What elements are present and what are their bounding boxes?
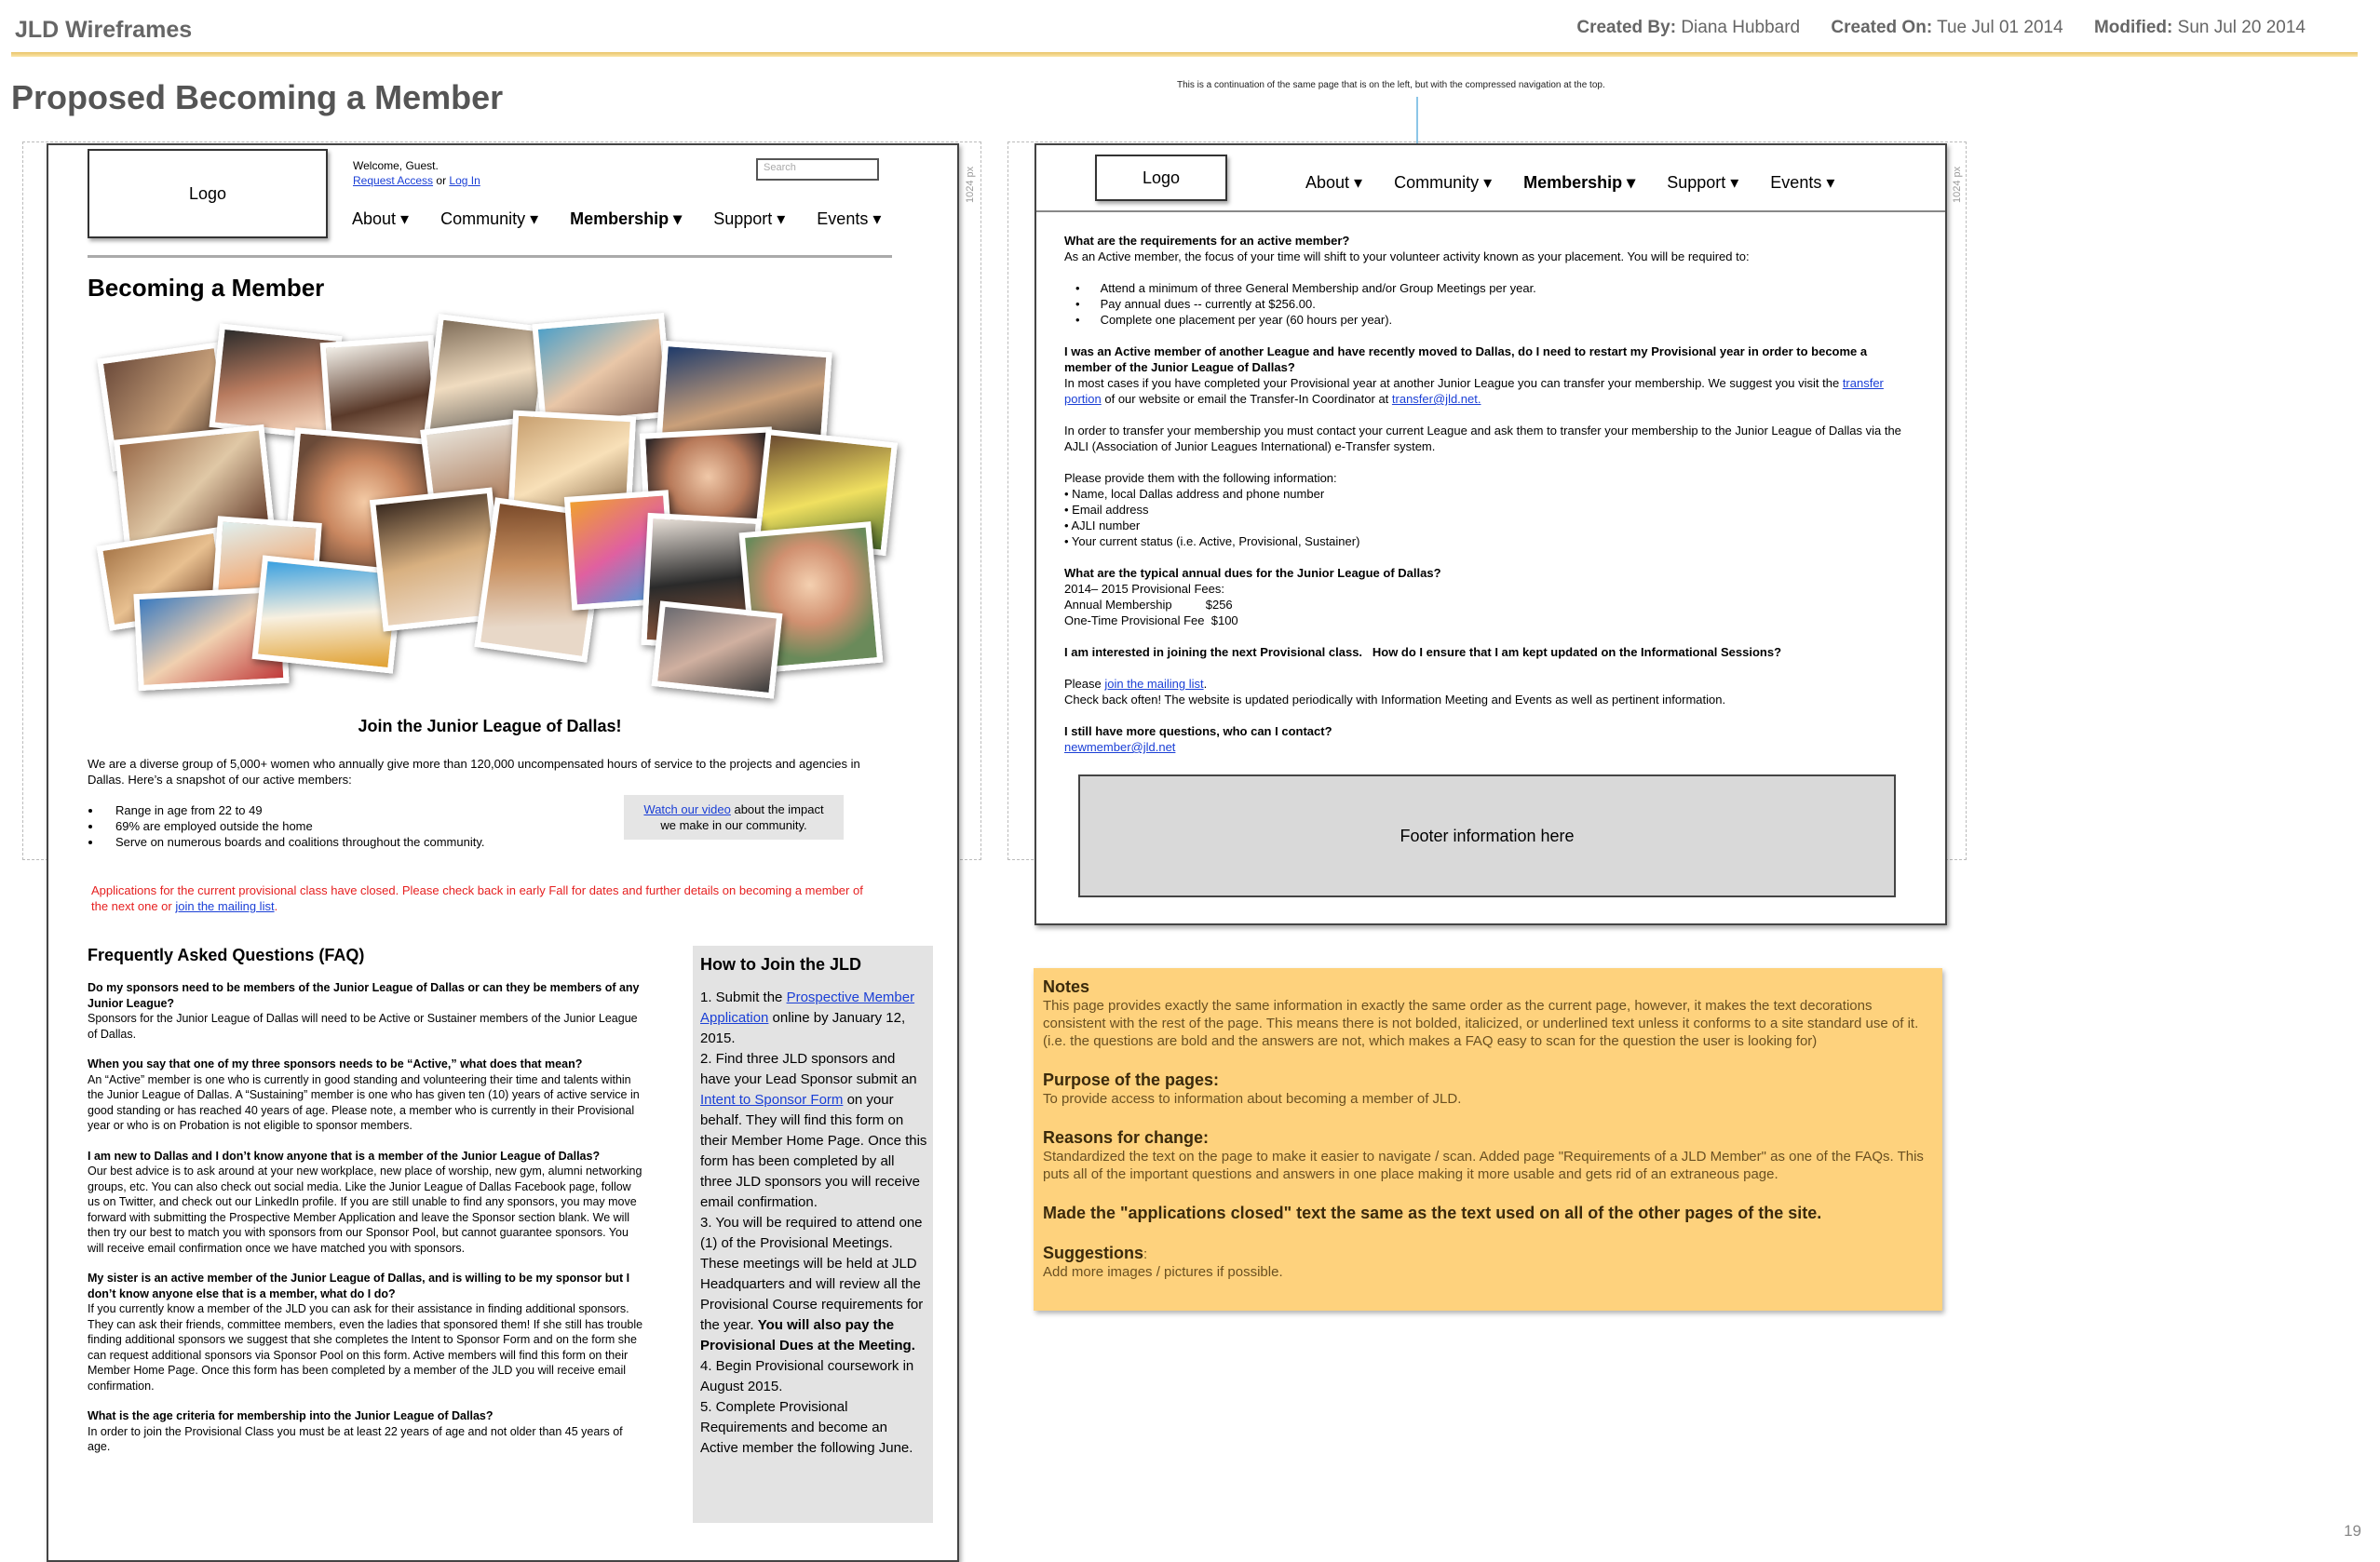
join-heading: Join the Junior League of Dallas! (358, 717, 622, 735)
main-nav (352, 209, 913, 229)
modified-date: Sun Jul 20 2014 (2177, 18, 2306, 37)
nav-support[interactable]: Support ▾ (713, 209, 786, 228)
notes-text: This page provides exactly the same information in exactly the same order as the current page, however, it makes the text decorations consistent with the rest of the page. This means there is not bolded, italicized, or underlined text unless it conforms to a site standard use of it. (i.e. the questions are bold and the answers are not, which makes a FAQ easy to scan for the question the user is looking for) (1043, 998, 1919, 1049)
logo-label: Logo (188, 183, 227, 203)
faq-question: When you say that one of my three sponsors needs to be “Active,” what does that mean? (88, 1057, 583, 1071)
faq-item (1064, 343, 1902, 407)
header-divider (11, 52, 2358, 57)
logo[interactable] (88, 149, 328, 238)
nav-events[interactable]: Events ▾ (1770, 173, 1835, 192)
faq-answer: Sponsors for the Junior League of Dallas will need to be Active or Sustainer members of the Junior League of Dallas. (88, 1012, 638, 1041)
video-callout (624, 795, 844, 840)
member-facts-list (69, 802, 680, 850)
faq-item (88, 1271, 646, 1394)
faq-item (1064, 565, 1902, 628)
faq-answer: In order to join the Provisional Class you must be at least 22 years of age and not older than 45 years of age. (88, 1424, 623, 1453)
px-label-left: 1024 px (965, 166, 976, 203)
step-text: 3. You will be required to attend one (1) of the Provisional Meetings. These meetings will be held at JLD Headquarters and will review all the Provisional Course requirements for the year. (700, 1215, 924, 1333)
intent-to-sponsor-form-link[interactable]: Intent to Sponsor Form (700, 1092, 844, 1108)
step-5: 5. Complete Provisional Requirements and become an Active member the following June. (700, 1399, 913, 1456)
video-text: about the impact (730, 802, 824, 816)
watch-video-link[interactable]: Watch our video (643, 802, 731, 816)
list-item: • Attend a minimum of three General Membership and/or Group Meetings per year. (1075, 280, 1902, 296)
faq-question: I am interested in joining the next Provisional class. How do I ensure that I am kept updated on the Informational Sessions? (1064, 645, 1782, 659)
suggestions-heading: Suggestions (1043, 1244, 1144, 1262)
member-photo-collage (93, 311, 903, 683)
created-on-label: Created On: (1831, 18, 1933, 37)
requirements-list (1064, 280, 1902, 328)
created-by-label: Created By: (1576, 18, 1677, 37)
how-to-join-steps (693, 975, 933, 1459)
nav-community[interactable]: Community ▾ (1394, 173, 1493, 192)
transfer-info-list (1064, 486, 1902, 549)
px-label-right: 1024 px (1952, 166, 1963, 203)
join-mailing-list-link[interactable]: join the mailing list (1104, 677, 1204, 691)
list-item: • Email address (1064, 503, 1149, 517)
fees-line: 2014– 2015 Provisional Fees: (1064, 582, 1225, 596)
faq-heading: Frequently Asked Questions (FAQ) (88, 946, 365, 964)
collage-photo (652, 600, 783, 698)
request-access-link[interactable]: Request Access (353, 174, 434, 187)
requirements-faq (1064, 233, 1902, 771)
nav-about[interactable]: About ▾ (1305, 173, 1363, 192)
faq-question: Do my sponsors need to be members of the Junior League of Dallas or can they be members of any Junior League? (88, 981, 640, 1010)
applications-closed-notice: Applications for the current provisional class have closed. Please check back in early Fall for dates and further details on becoming a member of the next one or join the mailing list. (91, 883, 863, 913)
nav-community[interactable]: Community ▾ (440, 209, 539, 228)
step-4: 4. Begin Provisional coursework in August 2015. (700, 1358, 914, 1394)
faq-item (88, 1149, 646, 1257)
faq-answer: In order to transfer your membership you must contact your current League and ask them to transfer your membership to the Junior League of Dallas via the AJLI (Association of Junior Leagues International) e-Transfer system. (1064, 424, 1901, 453)
step-text: on your behalf. They will find this form on their Member Home Page. Once this form has been completed by all three JLD sponsors you will receive email confirmation. (700, 1092, 927, 1210)
suggestions-text: Add more images / pictures if possible. (1043, 1264, 1283, 1280)
faq-item (1064, 676, 1902, 707)
prospective-member-application-link[interactable]: Prospective Member Application (700, 990, 915, 1026)
how-to-join-panel (693, 946, 933, 1523)
faq-answer: Our best advice is to ask around at your new workplace, new place of worship, new gym, alumni networking groups, etc. You can also check out social media. Like the Junior League of Dallas Facebook page, follow us on Twitter, and check out our LinkedIn profile. If you are still unable to find any sponsors, you may move forward with submitting the Prospective Member Application and leave the Sponsor section blank. We will then try our best to match you with sponsors from our Sponsor Pool, but cannot guarantee sponsors. You will receive email confirmation once we have matched you with sponsors. (88, 1165, 642, 1255)
search-input[interactable]: Search (756, 158, 879, 181)
intro-paragraph: We are a diverse group of 5,000+ women who annually give more than 120,000 uncompensated hours of service to the projects and agencies in Dallas. Here’s a snapshot of our active members: (88, 757, 860, 787)
faq-question: My sister is an active member of the Junior League of Dallas, and is willing to be my sponsor but I don’t know anyone else that is a member, what do I do? (88, 1272, 630, 1300)
faq-question: What is the age criteria for membership into the Junior League of Dallas? (88, 1409, 494, 1422)
faq-item (1064, 233, 1902, 264)
faq-answer: Please (1064, 677, 1105, 691)
list-item: • Serve on numerous boards and coalitions throughout the community. (102, 834, 680, 850)
faq-answer: Check back often! The website is updated periodically with Information Meeting and Events as well as pertinent information. (1064, 693, 1726, 707)
nav-about[interactable]: About ▾ (352, 209, 410, 228)
list-item: • 69% are employed outside the home (102, 818, 680, 834)
document-meta (1576, 18, 2306, 38)
or-text: or (436, 174, 447, 187)
fees-line: One-Time Provisional Fee $100 (1064, 613, 1238, 627)
step-text: 2. Find three JLD sponsors and have your Lead Sponsor submit an (700, 1051, 917, 1087)
transfer-portion-link[interactable]: transfer portion (1064, 376, 1884, 406)
faq-answer: Please provide them with the following information: (1064, 471, 1337, 485)
logo-label: Logo (1142, 168, 1181, 187)
faq-item (1064, 644, 1902, 660)
faq-answer: of our website or email the Transfer-In Coordinator at (1101, 392, 1392, 406)
compact-nav (1305, 173, 1866, 193)
welcome-block (353, 158, 480, 188)
nav-divider (88, 255, 892, 258)
notes-heading: Notes (1043, 977, 1090, 996)
list-item: • Name, local Dallas address and phone number (1064, 487, 1325, 501)
list-item: • Pay annual dues -- currently at $256.00. (1075, 296, 1902, 312)
video-text-2: we make in our community. (660, 818, 807, 832)
faq-list (88, 980, 646, 1470)
section-heading: Becoming a Member (88, 274, 325, 302)
join-mailing-list-link[interactable]: join the mailing list (175, 899, 275, 913)
continuation-note: This is a continuation of the same page that is on the left, but with the compressed navigation at the top. (1177, 80, 1605, 90)
logo-compact[interactable] (1095, 155, 1227, 201)
faq-answer: . (1203, 677, 1208, 691)
faq-question: I was an Active member of another League and have recently moved to Dallas, do I need to restart my Provisional year in order to become a member of the Junior League of Dallas? (1064, 344, 1868, 374)
log-in-link[interactable]: Log In (449, 174, 480, 187)
reasons-text: Standardized the text on the page to make it easier to navigate / scan. Added page "Requirements of a JLD Member" as one of the FAQs. This puts all of the important questions and answers in one place making it more usable and gets rid of an extraneous page. (1043, 1149, 1924, 1182)
faq-answer: In most cases if you have completed your Provisional year at another Junior League you can transfer your membership. We suggest you visit the (1064, 376, 1843, 390)
faq-item (88, 1408, 646, 1455)
faq-item (1064, 723, 1902, 755)
modified-label: Modified: (2093, 18, 2173, 37)
nav-membership[interactable]: Membership ▾ (1523, 173, 1636, 192)
faq-question: I still have more questions, who can I contact? (1064, 724, 1332, 738)
nav-membership[interactable]: Membership ▾ (570, 209, 683, 228)
step-text: online by January 12, 2015. (700, 1010, 906, 1046)
purpose-heading: Purpose of the pages: (1043, 1071, 1220, 1089)
step-3 (700, 1213, 927, 1356)
reasons-heading: Reasons for change: (1043, 1128, 1210, 1147)
page-number: 19 (2344, 1522, 2361, 1540)
faq-question: What are the requirements for an active member? (1064, 234, 1350, 248)
step-bold-text: You will also pay the Provisional Dues at the Meeting. (700, 1317, 915, 1353)
list-item: • Your current status (i.e. Active, Provisional, Sustainer) (1064, 534, 1360, 548)
list-item: • AJLI number (1064, 518, 1141, 532)
fees-line: Annual Membership $256 (1064, 598, 1233, 612)
transfer-email-link[interactable]: transfer@jld.net. (1391, 392, 1481, 406)
welcome-text: Welcome, Guest. (353, 159, 439, 172)
notes-panel (1034, 968, 1942, 1311)
page-title: Proposed Becoming a Member (11, 78, 504, 116)
faq-item (88, 1057, 646, 1134)
faq-question: I am new to Dallas and I don’t know anyone that is a member of the Junior League of Dallas? (88, 1149, 601, 1163)
applications-closed-note: Made the "applications closed" text the same as the text used on all of the other pages of the site. (1043, 1204, 1822, 1222)
faq-answer: As an Active member, the focus of your time will shift to your volunteer activity known as your placement. You will be required to: (1064, 249, 1750, 263)
compact-nav-divider (1036, 210, 1945, 212)
nav-support[interactable]: Support ▾ (1667, 173, 1739, 192)
nav-events[interactable]: Events ▾ (817, 209, 882, 228)
footer-placeholder (1078, 774, 1896, 897)
step-1 (700, 988, 927, 1049)
step-2 (700, 1049, 927, 1213)
how-to-join-heading: How to Join the JLD (700, 955, 861, 974)
faq-answer: An “Active” member is one who is currently in good standing and volunteering their time and talents within the Junior League of Dallas. A “Sustaining” member is one who has given ten (10) years of active service in good standing or has reached 40 years of age. Please note, a member who is currently in their Provisional year or who is on Probation is not eligible to sponsor members. (88, 1072, 640, 1132)
list-item: • Complete one placement per year (60 hours per year). (1075, 312, 1902, 328)
app-title: JLD Wireframes (15, 17, 193, 43)
list-item: • Range in age from 22 to 49 (102, 802, 680, 818)
purpose-text: To provide access to information about becoming a member of JLD. (1043, 1091, 1462, 1107)
created-on: Tue Jul 01 2014 (1937, 18, 2063, 37)
faq-item (88, 980, 646, 1042)
closed-notice-text: Applications for the current provisional class have closed. Please check back in early Fall for dates and further details on becoming a member of the next one or (91, 883, 863, 913)
faq-question: What are the typical annual dues for the Junior League of Dallas? (1064, 566, 1441, 580)
faq-answer: If you currently know a member of the JLD you can ask for their assistance in finding additional sponsors. They can ask their friends, committee members, even the ladies that sponsored them! If she still has trouble finding additional sponsors we suggest that she completes the Intent to Sponsor Form and on the form she can request additional sponsors via Sponsor Pool on this form. Active members will find this form on their Member Home Page. Once this form has been completed by a member of the JLD you will receive email confirmation. (88, 1302, 643, 1393)
collage-photo (532, 313, 672, 428)
created-by: Diana Hubbard (1681, 18, 1801, 37)
suggestions-colon: : (1143, 1246, 1148, 1262)
newmember-email-link[interactable]: newmember@jld.net (1064, 740, 1176, 754)
step-text: 1. Submit the (700, 990, 787, 1005)
footer-label: Footer information here (1400, 826, 1575, 845)
